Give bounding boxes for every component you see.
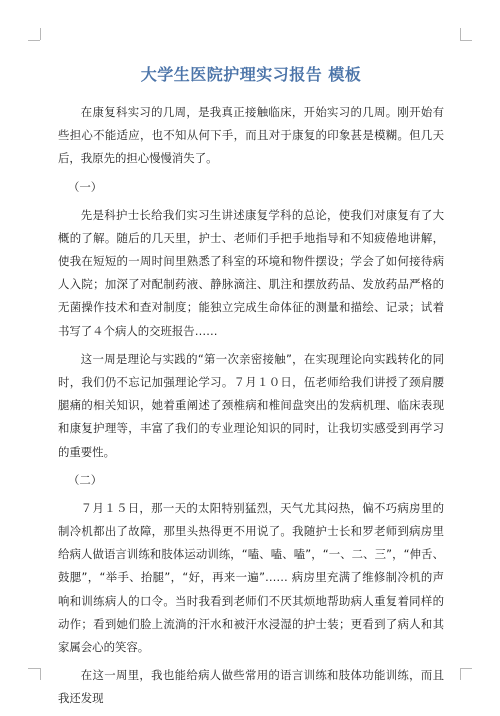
paragraph-july15: ７月１５日，那一天的太阳特别猛烈，天气尤其闷热，偏不巧病房里的制冷机都出了故障，那里头热得更不用说了。我随护士长和罗老师到病房里给病人做语言训练和肢体运动训练，“嗑、嗑、嗑”，“一、二、三”，“伸舌、鼓腮”，“举手、抬腿”，“好，再来一遍”…… 病房里充满了维修制冷机的声响和训练病人的口令。当时我看到老师们不厌其烦地帮助病人重复着同样的动作；看到她们脸上流淌的汗水和被汗水浸湿的护士装；更看到了病人和其家属会心的笑容。 xyxy=(58,500,444,655)
section-heading-1: （一） xyxy=(68,179,103,194)
crop-mark-top-left-h xyxy=(28,40,40,41)
crop-mark-bottom-right-h xyxy=(460,668,472,669)
crop-mark-bottom-left-v xyxy=(40,668,41,680)
paragraph-theory: 这一周是理论与实践的“第一次亲密接触”，在实现理论向实践转化的同时，我们仍不忘记加强理论学习。７月１０日，伍老师给我们讲授了颈肩腰腿痛的相关知识，她着重阐述了颈椎病和椎间盘突出的发病机理、临床表现和康复护理等，丰富了我们的专业理论知识的同时，让我切实感受到再学习的重要性。 xyxy=(58,351,444,459)
document-body xyxy=(58,62,444,716)
document-title: 大学生医院护理实习报告 模板 xyxy=(140,65,362,84)
crop-mark-top-left-v xyxy=(40,28,41,40)
crop-mark-top-right-h xyxy=(460,40,472,41)
paragraph-week1: 先是科护士长给我们实习生讲述康复学科的总论，使我们对康复有了大概的了解。随后的几天里，护士、老师们手把手地指导和不知疲倦地讲解，使我在短短的一周时间里熟悉了科室的环境和物件摆设；学会了如何接待病人入院；加深了对配制药液、静脉滴注、肌注和摆放药品、发放药品严格的无菌操作技术和查对制度；能独立完成生命体征的测量和描绘、记录；试着书写了４个病人的交班报告…… xyxy=(58,207,444,338)
crop-mark-top-right-v xyxy=(460,28,461,40)
paragraph-intro: 在康复科实习的几周，是我真正接触临床，开始实习的几周。刚开始有些担心不能适应，也不知从何下手，而且对于康复的印象甚是模糊。但几天后，我原先的担心慢慢消失了。 xyxy=(58,105,444,166)
crop-mark-bottom-right-v xyxy=(460,668,461,680)
section-heading-2: （二） xyxy=(68,472,103,487)
crop-mark-bottom-left-h xyxy=(28,668,40,669)
paragraph-this-week: 在这一周里，我也能给病人做些常用的语言训练和肢体功能训练，而且我还发现 xyxy=(58,668,444,706)
